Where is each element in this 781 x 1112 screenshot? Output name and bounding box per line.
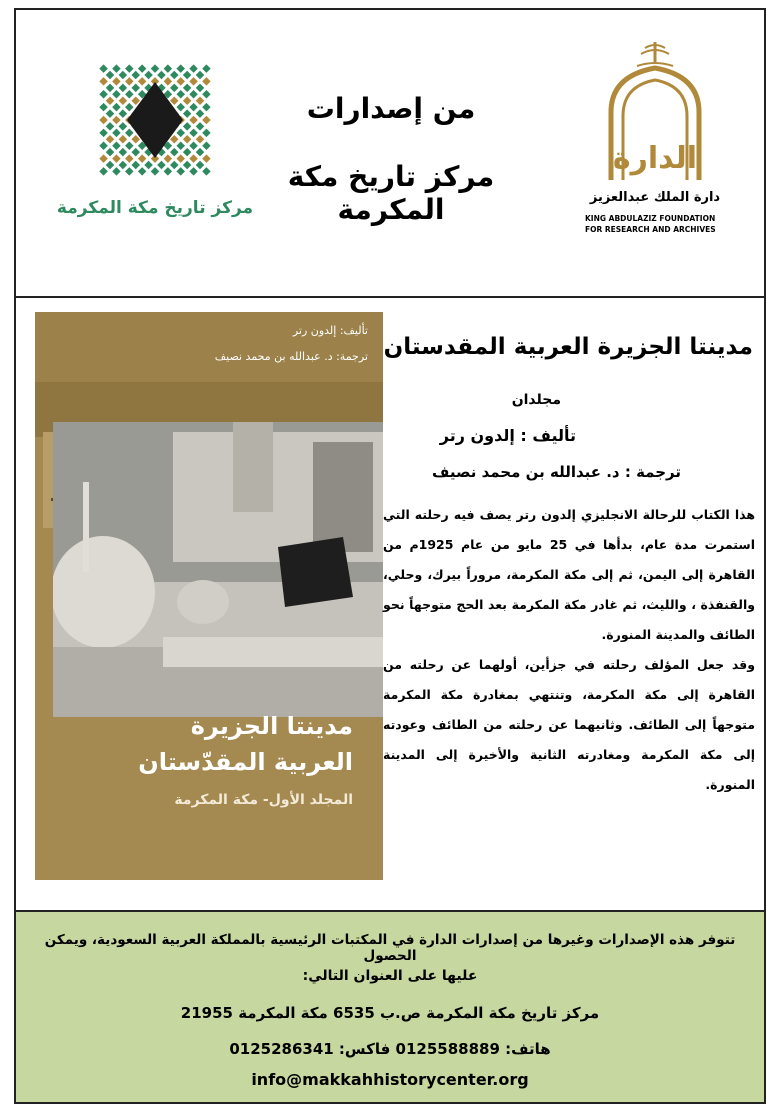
darah-arabic-name: دارة الملك عبدالعزيز bbox=[589, 190, 721, 205]
book-title: مدينتا الجزيرة العربية المقدستان bbox=[383, 334, 753, 360]
description-paragraph-2: وقد جعل المؤلف رحلته في جزأين، أولهما عن رحلته من القاهرة إلى مكة المكرمة، وتنتهي بمغادرة مكة المكرمة متوجهاً إلى الطائف. وثانيهما عن رحلته من الطائف وعودته إلى مكة المكرمة ومغادرته الثانية والأخيرة إلى المدينة المنورة. bbox=[383, 657, 755, 792]
footer-postal-address: مركز تاريخ مكة المكرمة ص.ب 6535 مكة المكرمة 21955 bbox=[180, 1004, 600, 1022]
footer-address-intro: عليها على العنوان التالي: bbox=[302, 968, 478, 984]
cover-top-band bbox=[35, 312, 383, 382]
book-author: تأليف : إلدون رتر bbox=[439, 426, 576, 445]
darah-english-line1: KING ABDULAZIZ FOUNDATION bbox=[585, 214, 716, 223]
availability-footer bbox=[16, 912, 764, 1102]
cover-title-line1: مدينتا الجزيرة bbox=[190, 712, 353, 740]
book-description bbox=[383, 500, 755, 800]
header-center-name: مركز تاريخ مكة المكرمة bbox=[287, 160, 495, 226]
description-paragraph-1: هذا الكتاب للرحالة الانجليزي إلدون رتر يصف فيه رحلته التي استمرت مدة عام، بدأها في 25 مايو من عام 1925م من القاهرة إلى اليمن، ثم إلى مكة المكرمة، مروراً بيرك، وحلي، والقنفذة ، والليث، ثم غادر مكة المكرمة بعد الحج متوجهاً نحو الطائف والمدينة المنورة. bbox=[383, 507, 755, 642]
darah-logo bbox=[575, 40, 735, 240]
header-divider bbox=[14, 296, 766, 298]
footer-availability-line: تتوفر هذه الإصدارات وغيرها من إصدارات الدارة في المكتبات الرئيسية بالمملكة العربية السعودية، ويمكن الحصول bbox=[44, 932, 736, 964]
footer-email-link[interactable]: info@makkahhistorycenter.org bbox=[251, 1070, 529, 1089]
cover-subtitle: المجلد الأول- مكة المكرمة bbox=[174, 792, 353, 808]
cover-author: تأليف: إلدون رتر bbox=[292, 324, 368, 337]
darah-english-line2: FOR RESEARCH AND ARCHIVES bbox=[585, 225, 716, 234]
left-logo-caption: مركز تاريخ مكة المكرمة bbox=[56, 198, 254, 218]
footer-phone-fax: هاتف: 0125588889 فاكس: 0125286341 bbox=[229, 1040, 551, 1058]
book-volumes: مجلدان bbox=[511, 392, 561, 408]
makkah-history-center-logo bbox=[55, 40, 255, 230]
makkah-photo bbox=[53, 422, 383, 717]
header-publisher-line: من إصدارات bbox=[306, 92, 476, 125]
book-cover-image bbox=[35, 312, 383, 880]
palm-swords-emblem-icon bbox=[637, 42, 673, 66]
cover-title-line2: العربية المقدّستان bbox=[138, 748, 353, 776]
svg-text:الدارة: الدارة bbox=[612, 141, 698, 176]
book-translator: ترجمة : د. عبدالله بن محمد نصيف bbox=[431, 463, 681, 481]
cover-translator: ترجمة: د. عبدالله بن محمد نصيف bbox=[214, 350, 368, 363]
